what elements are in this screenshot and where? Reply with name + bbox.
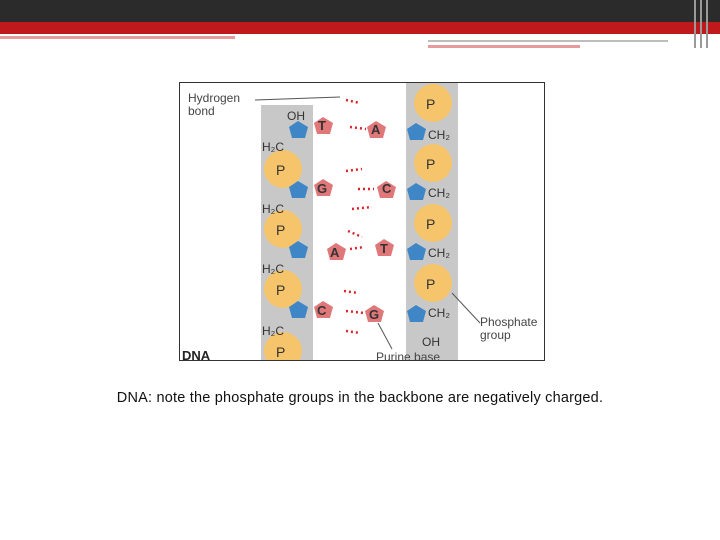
hydrogen-bond-pointer [255, 97, 340, 100]
base-letter: C [317, 303, 327, 318]
slide-header-bar [0, 0, 720, 22]
header-line-left [0, 36, 235, 39]
header-line-right-accent [428, 45, 580, 48]
base-letter: G [317, 181, 328, 196]
phosphate-symbol: P [426, 216, 436, 232]
ch2-label: CH₂ [428, 246, 450, 260]
hydrogen-bond [348, 231, 362, 237]
label-dna: DNA [182, 348, 211, 361]
hydrogen-bond [346, 169, 362, 171]
header-stripe [694, 0, 696, 48]
hydrogen-bond [346, 311, 364, 313]
hydrogen-bond [352, 207, 372, 209]
base-letter: A [330, 245, 340, 260]
hydrogen-bond [350, 247, 364, 249]
ch2-label: CH₂ [428, 186, 450, 200]
hydrogen-bond [346, 331, 360, 333]
base-letter: C [382, 181, 392, 196]
hydrogen-bond [350, 127, 366, 129]
phosphate-symbol: P [276, 282, 286, 298]
dna-diagram [180, 83, 545, 361]
slide-accent-bar [0, 22, 720, 34]
header-stripe [700, 0, 702, 48]
bases [314, 117, 396, 322]
phosphate-symbol: P [276, 344, 286, 360]
purine-pointer [378, 323, 392, 349]
hydrogen-bond [346, 100, 360, 103]
phosphate-symbol: P [276, 162, 286, 178]
header-stripe [706, 0, 708, 48]
right-oh-label: OH [422, 335, 440, 349]
ch2-label: CH₂ [428, 306, 450, 320]
label-phosphate-group-line1: Phosphate [480, 315, 538, 329]
label-phosphate-group-line2: group [480, 328, 511, 342]
phosphate-symbol: P [426, 96, 436, 112]
ch2-label: H₂C [262, 202, 284, 216]
hydrogen-bond [344, 291, 358, 293]
ch2-label: H₂C [262, 324, 284, 338]
ch2-label: H₂C [262, 262, 284, 276]
ch2-label: CH₂ [428, 128, 450, 142]
base-letter: G [369, 307, 380, 322]
ch2-label: H₂C [262, 140, 284, 154]
dna-structure-figure [179, 82, 545, 361]
base-letter: T [318, 118, 326, 133]
label-hydrogen-bond-line1: Hydrogen [188, 91, 241, 105]
phosphate-symbol: P [426, 276, 436, 292]
slide-caption: DNA: note the phosphate groups in the backbone are negatively charged. [116, 390, 604, 406]
base-letter: T [380, 241, 388, 256]
base-letter: A [371, 122, 381, 137]
label-purine-base: Purine base [376, 350, 441, 361]
phosphate-symbol: P [426, 156, 436, 172]
label-hydrogen-bond-line2: bond [188, 104, 215, 118]
phosphate-symbol: P [276, 222, 286, 238]
left-oh-label: OH [287, 109, 305, 123]
header-line-right [428, 40, 668, 42]
